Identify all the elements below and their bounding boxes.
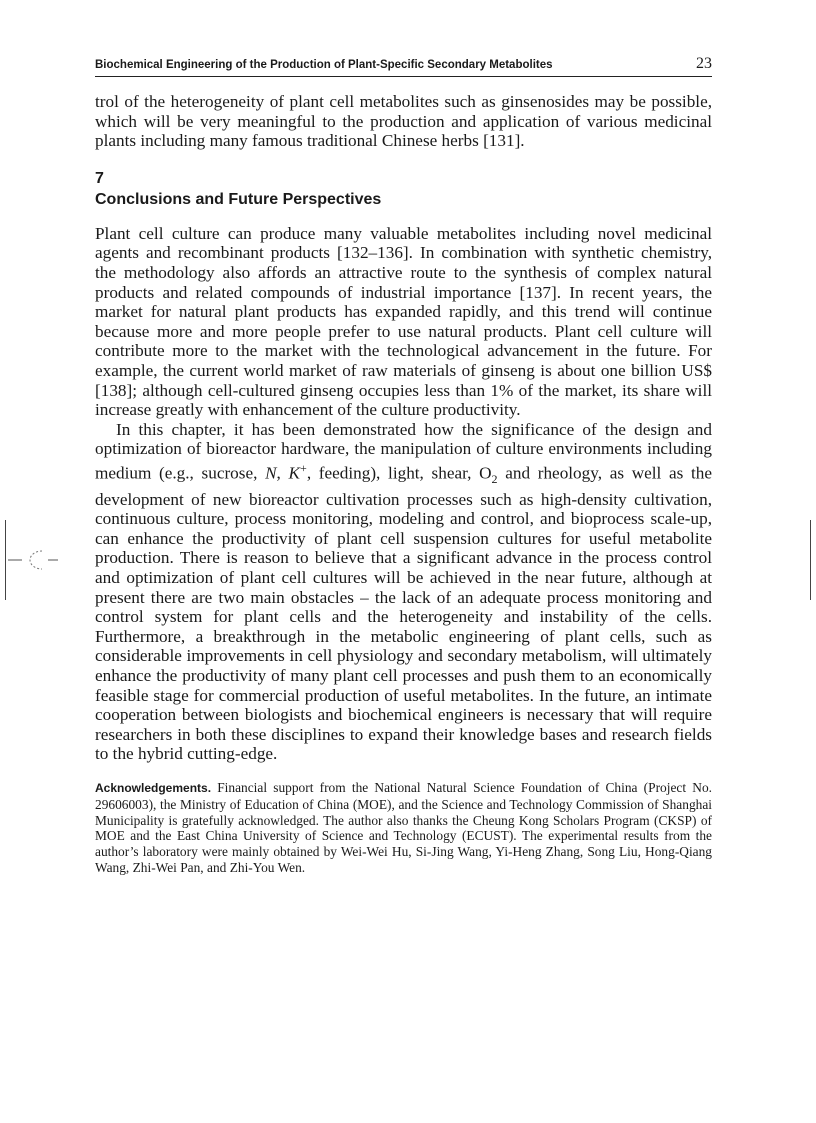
registration-mark-icon	[8, 548, 58, 572]
section-number: 7	[95, 169, 104, 187]
continued-paragraph: trol of the heterogeneity of plant cell metabolites such as ginsenosides may be possible, which will be very meaningful to the production and application of various medicinal plants including many famous traditional Chinese herbs [131].	[95, 92, 712, 151]
section-heading	[95, 168, 712, 210]
paragraph-text: In this chapter, it has been demonstrated how the significance of the design and optimization of bioreactor hardware, the manipulation of culture environments including medium (e.g., sucrose,	[95, 419, 712, 483]
paragraph-text: ,	[276, 463, 289, 483]
oxygen-subscript: 2	[491, 472, 498, 487]
right-crop-mark	[810, 520, 811, 600]
running-header	[95, 56, 712, 77]
acknowledgements	[95, 780, 712, 876]
page-body	[95, 92, 712, 876]
section-title: Conclusions and Future Perspectives	[95, 190, 382, 208]
conclusions-paragraph-1: Plant cell culture can produce many valuable metabolites including novel medicinal agents and recombinant products [132–136]. In combination with synthetic chemistry, the methodology also affords an attractive route to the synthesis of complex natural products and related compounds of industrial importance [137]. In recent years, the market for natural plant products has expanded rapidly, and this trend will continue because more and more people prefer to use natural products. Plant cell culture will contribute more to the market with the technological advancement in the future. For example, the current world market of raw materials of ginseng is about one billion US$ [138]; although cell-cultured ginseng occupies less than 1% of the market, its share will increase greatly with enhancement of the culture productivity.	[95, 223, 712, 420]
page-number: 23	[696, 55, 712, 72]
paragraph-text: , feeding), light, shear, O	[306, 463, 492, 483]
potassium-charge: +	[300, 460, 307, 475]
acknowledgements-label: Acknowledgements.	[95, 780, 212, 795]
conclusions-paragraph-2	[95, 420, 712, 764]
nitrogen-symbol: N	[265, 463, 277, 483]
acknowledgements-text: Financial support from the National Natural Science Foundation of China (Project No. 29606003), the Ministry of Education of China (MOE), and the Science and Technology Commission of Shanghai Municipality is gratefully acknowledged. The author also thanks the Cheung Kong Scholars Program (CKSP) of MOE and the East China University of Science and Technology (ECUST). The experimental results from the author’s laboratory were mainly obtained by Wei-Wei Hu, Si-Jing Wang, Yi-Heng Zhang, Song Liu, Hong-Qiang Wang, Zhi-Wei Pan, and Zhi-You Wen.	[95, 779, 712, 875]
potassium-symbol: K	[288, 463, 301, 483]
paragraph-text: and rheology, as well as the development of new bioreactor cultivation processes such as high-density cultivation, continuous culture, process monitoring, modeling and control, and bioprocess scale-up, can enhance the productivity of plant cell suspension cultures for useful metabolite production. There is reason to believe that a significant advance in the process control and optimization of plant cell cultures will be achieved in the near future, although at present there are two main obstacles – the lack of an adequate process monitoring and control system for plant cells and the heterogeneity and instability of the cells. Furthermore, a breakthrough in the metabolic engineering of plant cells, such as considerable improvements in cell physiology and secondary metabolism, will ultimately enhance the productivity of many plant cell processes and push them to an economically feasible stage for commercial production of useful metabolites. In the future, an intimate cooperation between biologists and biochemical engineers is necessary that will require researchers in both these disciplines to expand their knowledge bases and research fields to the hybrid cutting-edge.	[95, 463, 713, 764]
left-crop-mark	[5, 520, 6, 600]
running-title: Biochemical Engineering of the Production of Plant-Specific Secondary Metabolites	[95, 59, 553, 71]
